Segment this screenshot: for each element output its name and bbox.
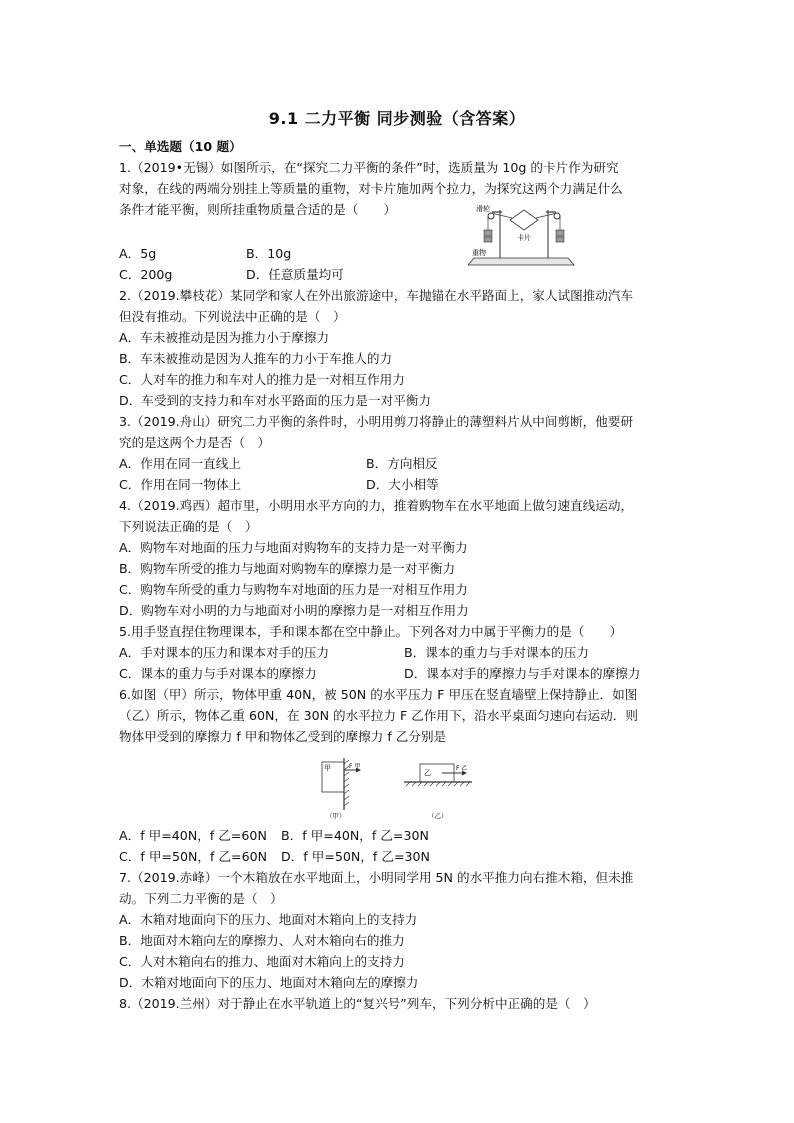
q5-line-1: 5.用手竖直捏住物理课本，手和课本都在空中静止。下列各对力中属于平衡力的是（ ） xyxy=(119,624,623,639)
q6-line-1: 6.如图（甲）所示，物体甲重 40N，被 50N 的水平压力 F 甲压在竖直墙壁上保持静止．如图 xyxy=(119,687,638,702)
q1-label-card: 卡片 xyxy=(517,234,531,242)
q1-line-1: 1.（2019•无锡）如图所示，在“探究二力平衡的条件”时，选质量为 10g 的卡片作为研究 xyxy=(119,160,619,175)
q1-option-b: B．10g xyxy=(246,246,292,261)
q6-line-3: 物体甲受到的摩擦力 f 甲和物体乙受到的摩擦力 f 乙分别是 xyxy=(119,729,447,744)
q6-label-f-jia: F 甲 xyxy=(349,763,361,770)
q6-caption-yi: （乙） xyxy=(428,812,448,820)
q6-figure xyxy=(316,756,486,824)
q4-option-a: A．购物车对地面的压力与地面对购物车的支持力是一对平衡力 xyxy=(119,540,468,555)
q6-option-a: A．f 甲=40N，f 乙=60N xyxy=(119,828,267,843)
q2-option-d: D．车受到的支持力和车对水平路面的压力是一对平衡力 xyxy=(119,393,431,408)
q1-option-c: C．200g xyxy=(119,267,173,282)
q8-line-1: 8.（2019.兰州）对于静止在水平轨道上的“复兴号”列车，下列分析中正确的是（ ） xyxy=(119,996,596,1011)
q1-figure-apparatus xyxy=(468,200,578,270)
q1-option-a: A．5g xyxy=(119,246,157,261)
q3-option-b: B．方向相反 xyxy=(366,456,438,471)
q6-caption-jia: （甲） xyxy=(326,812,346,820)
q4-option-b: B．购物车所受的推力与地面对购物车的摩擦力是一对平衡力 xyxy=(119,561,456,576)
q3-option-a: A．作用在同一直线上 xyxy=(119,456,241,471)
q4-option-d: D．购物车对小明的力与地面对小明的摩擦力是一对相互作用力 xyxy=(119,603,469,618)
q5-option-a: A．手对课本的压力和课本对手的压力 xyxy=(119,645,330,660)
q7-line-2: 动。下列二力平衡的是（ ） xyxy=(119,891,283,906)
q7-option-b: B．地面对木箱向左的摩擦力、人对木箱向右的推力 xyxy=(119,933,405,948)
q1-label-weight: 重物 xyxy=(472,249,486,257)
q1-line-3: 条件才能平衡，则所挂重物质量合适的是（ ） xyxy=(119,202,397,217)
q6-option-b: B．f 甲=40N，f 乙=30N xyxy=(281,828,429,843)
q2-option-c: C．人对车的推力和车对人的推力是一对相互作用力 xyxy=(119,372,405,387)
q2-option-a: A．车未被推动是因为推力小于摩擦力 xyxy=(119,330,330,345)
q1-option-d: D．任意质量均可 xyxy=(246,267,344,282)
page-title: 9.1 二力平衡 同步测验（含答案） xyxy=(268,109,526,128)
q4-line-1: 4.（2019.鸡西）超市里，小明用水平方向的力，推着购物车在水平地面上做匀速直线运动， xyxy=(119,498,634,513)
q4-option-c: C．购物车所受的重力与购物车对地面的压力是一对相互作用力 xyxy=(119,582,468,597)
q6-label-f-yi: F 乙 xyxy=(456,765,468,772)
q2-line-1: 2.（2019.攀枝花）某同学和家人在外出旅游途中，车抛锚在水平路面上，家人试图推动汽车 xyxy=(119,288,634,303)
q2-line-2: 但没有推动。下列说法中正确的是（ ） xyxy=(119,309,346,324)
q6-option-c: C．f 甲=50N，f 乙=60N xyxy=(119,849,268,864)
q3-option-d: D．大小相等 xyxy=(366,477,439,492)
q5-option-d: D．课本对手的摩擦力与手对课本的摩擦力 xyxy=(404,666,641,681)
q5-option-b: B．课本的重力与手对课本的压力 xyxy=(404,645,589,660)
q7-option-d: D．木箱对地面向下的压力、地面对木箱向左的摩擦力 xyxy=(119,975,419,990)
q5-option-c: C．课本的重力与手对课本的摩擦力 xyxy=(119,666,317,681)
q6-line-2: （乙）所示，物体乙重 60N，在 30N 的水平拉力 F 乙作用下，沿水平桌面匀速向右运动．则 xyxy=(119,708,638,723)
q7-line-1: 7.（2019.赤峰）一个木箱放在水平地面上，小明同学用 5N 的水平推力向右推木箱，但未推 xyxy=(119,870,634,885)
q6-label-yi-block: 乙 xyxy=(424,769,431,777)
q7-option-c: C．人对木箱向右的推力、地面对木箱向上的支持力 xyxy=(119,954,405,969)
q1-label-pulley: 滑轮 xyxy=(476,205,490,213)
q3-line-2: 究的是这两个力是否（ ） xyxy=(119,435,271,450)
q6-option-d: D．f 甲=50N，f 乙=30N xyxy=(281,849,430,864)
q1-line-2: 对象，在线的两端分别挂上等质量的重物，对卡片施加两个拉力，为探究这两个力满足什么 xyxy=(119,181,623,196)
q7-option-a: A．木箱对地面向下的压力、地面对木箱向上的支持力 xyxy=(119,912,418,927)
q2-option-b: B．车未被推动是因为人推车的力小于车推人的力 xyxy=(119,351,393,366)
q4-line-2: 下列说法正确的是（ ） xyxy=(119,519,258,534)
section-heading: 一、单选题（10 题） xyxy=(119,139,242,154)
q3-line-1: 3.（2019.舟山）研究二力平衡的条件时，小明用剪刀将静止的薄塑料片从中间剪断，他要研 xyxy=(119,414,634,429)
q3-option-c: C．作用在同一物体上 xyxy=(119,477,242,492)
q6-label-jia-block: 甲 xyxy=(324,764,331,772)
